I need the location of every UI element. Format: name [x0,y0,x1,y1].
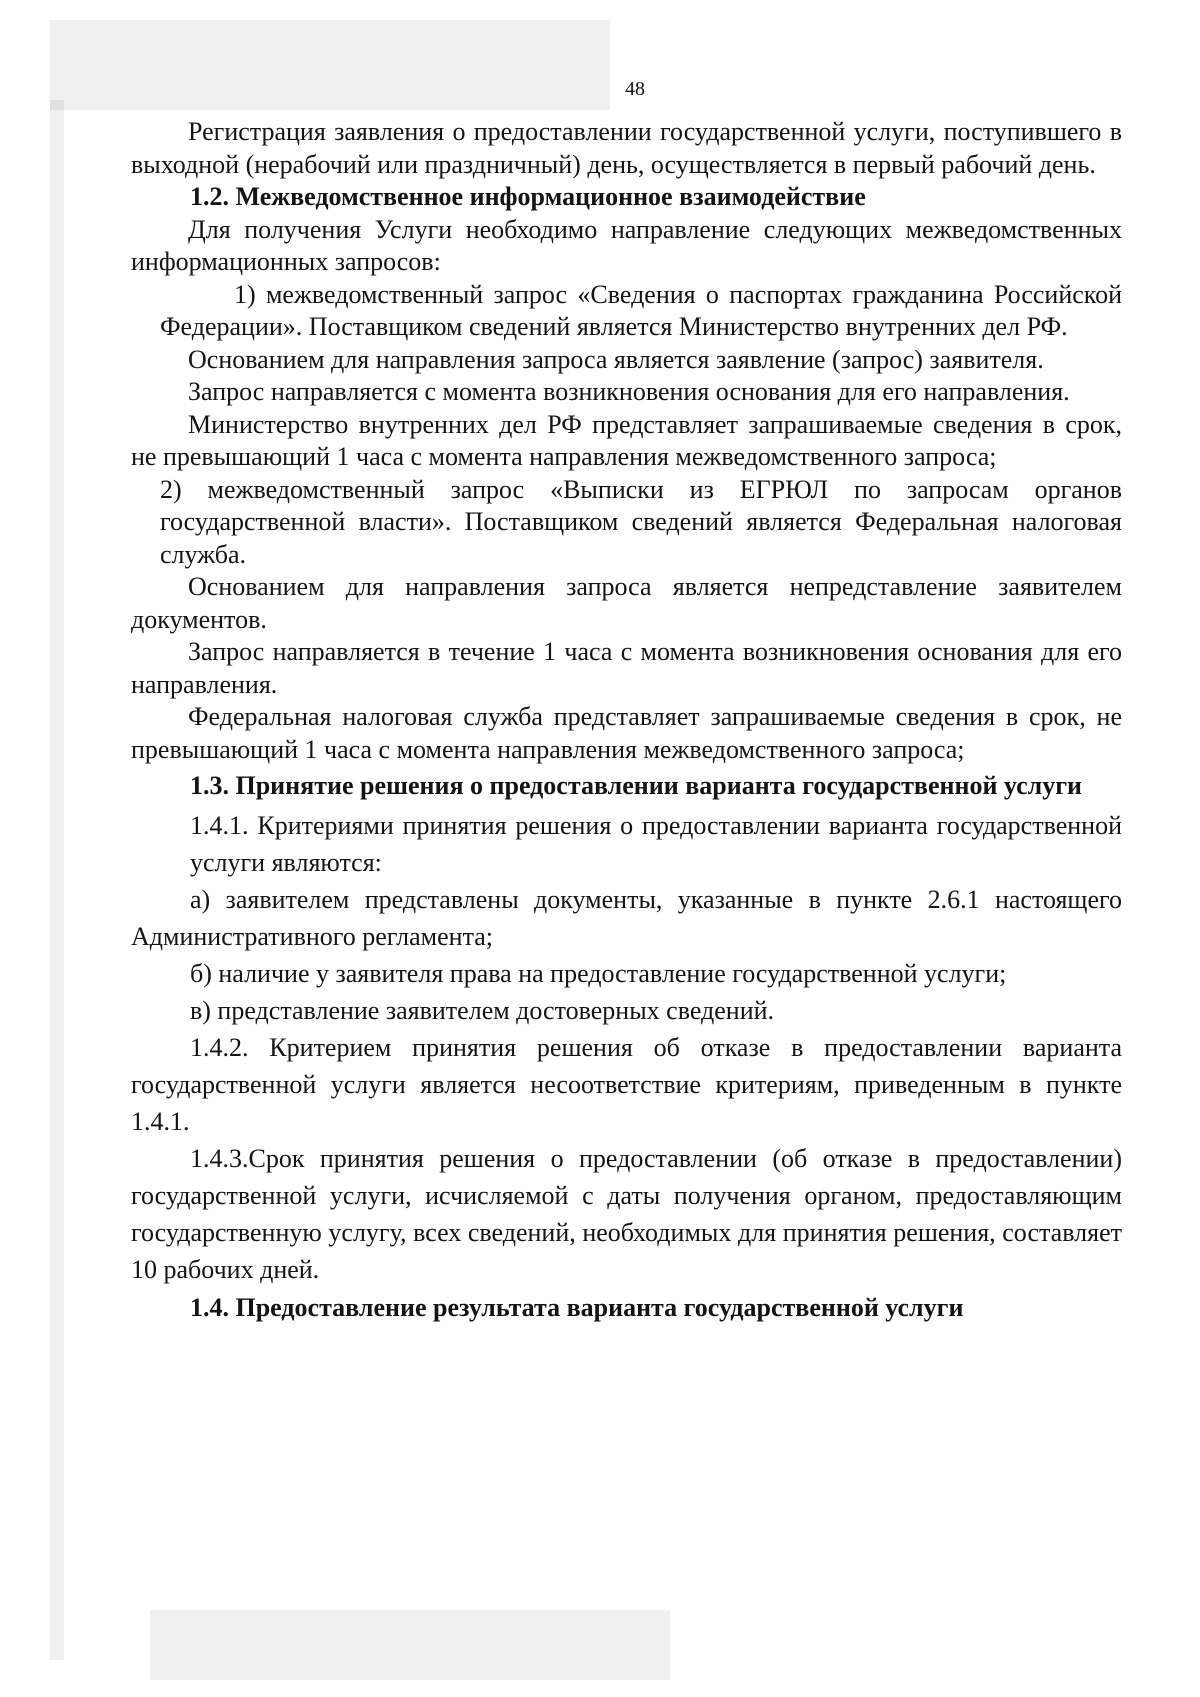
heading-1-2: 1.2. Межведомственное информационное взаимодействие [190,182,866,211]
paragraph-basis-2: Основанием для направления запроса является непредставление заявителем документов. [131,572,1122,634]
paragraph-criterion-b: б) наличие у заявителя права на предоставление государственной услуги; [190,958,1007,988]
list-item-2: 2) межведомственный запрос «Выписки из ЕГРЮЛ по запросам органов государственной власти». Поставщиком сведений является Федеральная налоговая служба. [160,474,1122,569]
paragraph-1-4-2: 1.4.2. Критерием принятия решения об отказе в предоставлении варианта государственной услуги является несоответствие критериям, приведенным в пункте 1.4.1. [131,1032,1122,1136]
paragraph-timing-2: Запрос направляется в течение 1 часа с момента возникновения основания для его направления. [131,637,1122,699]
paragraph-1-4-3: 1.4.3.Срок принятия решения о предоставлении (об отказе в предоставлении) государственной услуги, исчисляемой с даты получения органом, предоставляющим государственную услугу, всех сведений, необходимых для принятия решения, составляет 10 рабочих дней. [131,1143,1122,1284]
list-item-1: 1) межведомственный запрос «Сведения о паспортах гражданина Российской Федерации». Поставщиком сведений является Министерство внутренних дел РФ. [160,279,1122,341]
paragraph-response-1: Министерство внутренних дел РФ представляет запрашиваемые сведения в срок, не превышающий 1 часа с момента направления межведомственного запроса; [131,409,1122,471]
heading-1-4: 1.4. Предоставление результата варианта государственной услуги [190,1292,964,1322]
paragraph-1-4-1: 1.4.1. Критериями принятия решения о предоставлении варианта государственной услуги являются: [190,810,1122,877]
paragraph-response-2: Федеральная налоговая служба представляет запрашиваемые сведения в срок, не превышающий 1 часа с момента направления межведомственного запроса; [131,702,1122,764]
scan-noise-bottom [150,1610,670,1680]
paragraph-registration: Регистрация заявления о предоставлении государственной услуги, поступившего в выходной (нерабочий или праздничный) день, осуществляется в первый рабочий день. [131,117,1122,179]
scan-noise-left-edge [50,100,64,1660]
document-body [131,116,1122,1324]
page-number: 48 [625,78,645,100]
paragraph-basis-1: Основанием для направления запроса является заявление (запрос) заявителя. [188,344,1044,374]
paragraph-timing-1: Запрос направляется с момента возникновения основания для его направления. [188,377,1070,406]
paragraph-criterion-c: в) представление заявителем достоверных сведений. [190,995,775,1025]
paragraph-criterion-a: а) заявителем представлены документы, указанные в пункте 2.6.1 настоящего Административного регламента; [131,884,1122,951]
heading-1-3: 1.3. Принятие решения о предоставлении варианта государственной услуги [190,771,1083,800]
paragraph-requests-intro: Для получения Услуги необходимо направление следующих межведомственных информационных запросов: [131,214,1122,276]
